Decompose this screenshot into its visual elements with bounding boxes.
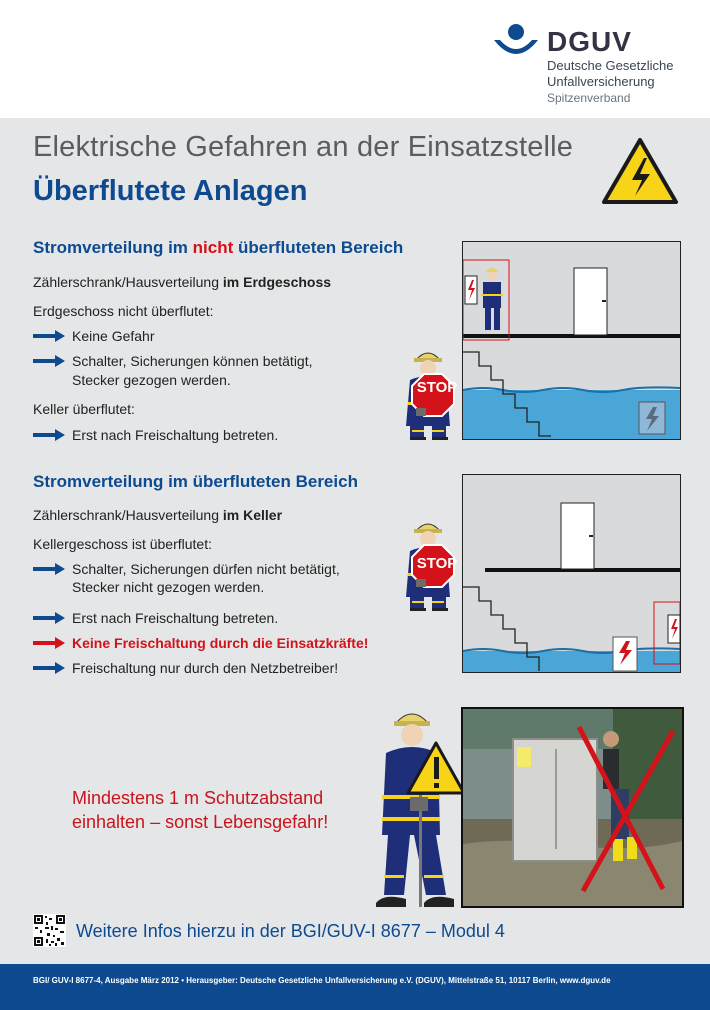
photo-svg <box>463 709 682 906</box>
building-diagram-basement <box>462 474 681 673</box>
building-diagram-ground-floor <box>462 241 681 440</box>
section2-item-warning: Keine Freischaltung durch die Einsatzkräfte! <box>72 635 369 651</box>
arrow-right-icon <box>33 563 65 575</box>
page-title: Elektrische Gefahren an der Einsatzstelle <box>33 131 574 163</box>
section1-location-bold: im Erdgeschoss <box>222 274 332 290</box>
section2-location <box>33 506 282 525</box>
section1-case2-label: Keller überflutet: <box>33 401 135 417</box>
section2-location-pre: Zählerschrank/Hausverteilung <box>33 507 223 523</box>
section1-heading-red: nicht <box>192 238 234 257</box>
section1-heading-pre: Stromverteilung im <box>33 238 193 257</box>
section2-heading: Stromverteilung im überfluteten Bereich <box>33 472 358 491</box>
section2-item-cont: Stecker nicht gezogen werden. <box>72 579 265 595</box>
safety-distance-warning <box>72 786 328 834</box>
logo-line1: Deutsche Gesetzliche <box>547 58 674 73</box>
high-voltage-warning-icon <box>600 136 680 206</box>
distance-line2: einhalten – sonst Lebensgefahr! <box>72 812 329 832</box>
arrow-right-icon <box>33 662 65 674</box>
section1-location <box>33 273 331 292</box>
section1-item: Schalter, Sicherungen können betätigt, <box>72 353 313 369</box>
section2-location-bold: im Keller <box>222 507 283 523</box>
logo-line3: Spitzenverband <box>547 91 631 105</box>
building-diagram-1-svg <box>463 242 680 439</box>
qr-code-icon <box>33 914 66 947</box>
floor-line <box>463 334 680 338</box>
arrow-right-icon <box>33 330 65 342</box>
section1-item-cont: Stecker gezogen werden. <box>72 372 231 388</box>
footer-bar <box>0 964 710 1010</box>
footer-imprint: BGI/ GUV-I 8677-4, Ausgabe März 2012 • Herausgeber: Deutsche Gesetzliche Unfallversicherung e.V. (DGUV), Mittelstraße 51, 10117 Berlin, www.dguv.de <box>33 976 611 985</box>
arrow-right-icon <box>33 612 65 624</box>
section1-heading-post: überfluteten Bereich <box>233 238 404 257</box>
section1-heading <box>33 238 403 258</box>
section2-item: Erst nach Freischaltung betreten. <box>72 610 279 626</box>
flood-water <box>463 651 680 672</box>
dguv-logo-icon <box>492 22 540 66</box>
building-diagram-2-svg <box>463 475 680 672</box>
stop-sign-label: STOP <box>416 555 458 572</box>
section1-location-pre: Zählerschrank/Hausverteilung <box>33 274 223 290</box>
section2-case-label: Kellergeschoss ist überflutet: <box>33 536 212 552</box>
logo-text <box>547 26 673 106</box>
arrow-right-icon <box>33 429 65 441</box>
firefighter-warning-sign-illustration <box>374 705 466 911</box>
arrow-right-red-icon <box>33 637 65 649</box>
logo-line2: Unfallversicherung <box>547 74 655 89</box>
section1-case1-label: Erdgeschoss nicht überflutet: <box>33 303 214 319</box>
section1-item: Erst nach Freischaltung betreten. <box>72 427 279 443</box>
section2-item: Freischaltung nur durch den Netzbetreiber! <box>72 660 339 676</box>
page-subtitle: Überflutete Anlagen <box>33 175 308 207</box>
further-info-link: Weitere Infos hierzu in der BGI/GUV-I 8677 – Modul 4 <box>76 921 505 941</box>
section1-item: Keine Gefahr <box>72 328 155 344</box>
flooded-cabinet-photo <box>461 707 684 908</box>
distance-line1: Mindestens 1 m Schutzabstand <box>72 788 324 808</box>
arrow-right-icon <box>33 355 65 367</box>
section2-item: Schalter, Sicherungen dürfen nicht betätigt, <box>72 561 340 577</box>
stop-sign-label: STOP <box>416 379 458 396</box>
logo-abbrev: DGUV <box>547 26 632 57</box>
